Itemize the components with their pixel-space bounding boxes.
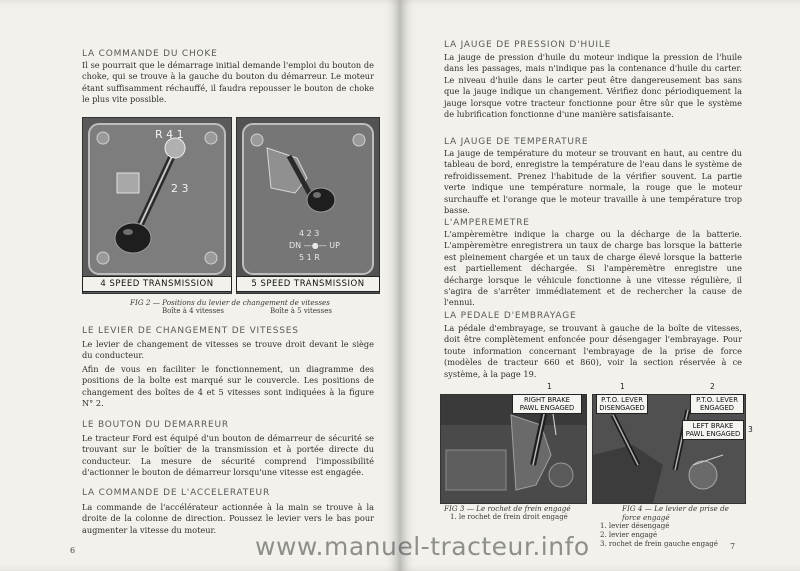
svg-text:4 2 3: 4 2 3 — [299, 229, 320, 238]
svg-text:2 3: 2 3 — [171, 182, 189, 195]
gear-cover-4-speed-image — [83, 118, 231, 293]
paragraph-bouton: Le tracteur Ford est équipé d'un bouton de démarreur de sécurité se trouvant sur le boîtier de la transmission et à portée directe du conducteur. La mesure de sécurité comprend l'impossibilité d'actionner le bouton de démarreur lorsqu'une vitesse est engagée. — [82, 433, 374, 478]
photo-4-speed-transmission — [82, 117, 232, 294]
watermark-url: www.manuel-tracteur.info — [255, 532, 590, 561]
caption-fig2: FIG 2 — Positions du levier de changement de vitesses — [130, 298, 330, 307]
caption-fig4-item-2: 2. levier engagé — [600, 531, 658, 539]
caption-fig2-sub-5: Boîte à 5 vitesses — [270, 307, 332, 315]
paragraph-levier-1: Le levier de changement de vitesses se trouve droit devant le siège du conducteur. — [82, 339, 374, 361]
tag-pto-lever-engaged: P.T.O. LEVER ENGAGED — [690, 394, 744, 414]
paragraph-accel: La commande de l'accélérateur actionnée à la main se trouve à la droite de la colonne de direction. Poussez le levier vers le bas pour augmenter la vitesse du moteur. — [82, 502, 374, 535]
tag-right-brake-pawl: RIGHT BRAKE PAWL ENGAGED — [512, 394, 582, 414]
paragraph-amp: L'ampèremètre indique la charge ou la décharge de la batterie. L'ampèremètre enregistrera un taux de charge bas lorsque la batterie est pleinement chargée et un taux de charge élevé lorsque la batterie est partiellement déchargée. Si l'ampèremètre enregistre une décharge lorsque le véhicule fonctionne à une vitesse régulière, il s'agira de s'arrêter immédiatement et de rechercher la cause de l'ennui. — [444, 229, 742, 308]
section-title-bouton: LE BOUTON DU DEMARREUR — [82, 420, 229, 430]
svg-text:5 1 R: 5 1 R — [299, 253, 320, 262]
section-title-temp: LA JAUGE DE TEMPERATURE — [444, 137, 589, 147]
fig4-callout-3: 3 — [748, 425, 753, 434]
label-4-speed: 4 SPEED TRANSMISSION — [82, 276, 232, 292]
fig4-callout-2: 2 — [710, 382, 715, 391]
svg-text:DN —●— UP: DN —●— UP — [289, 241, 340, 250]
tag-pto-lever-disengaged: P.T.O. LEVER DISENGAGED — [596, 394, 648, 414]
tag-left-brake-pawl: LEFT BRAKE PAWL ENGAGED — [682, 420, 744, 440]
section-title-huile: LA JAUGE DE PRESSION D'HUILE — [444, 40, 612, 50]
paragraph-levier-2: Afin de vous en faciliter le fonctionnement, un diagramme des positions de la boîte est marqué sur le couvercle. Les positions de changement des boîtes de 4 et 5 vitesses sont indiquées à la figure N° 2. — [82, 364, 374, 409]
section-title-pedale: LA PEDALE D'EMBRAYAGE — [444, 311, 577, 321]
fig3-callout-1: 1 — [547, 382, 552, 391]
paragraph-pedale: La pédale d'embrayage, se trouvant à gauche de la boîte de vitesses, doit être complètement enfoncée pour désengager l'embrayage. Pour toute information concernant l'embrayage de la prise de force (modèles de tracteur 660 et 860), voir la section réservée à ce système, à la page 19. — [444, 323, 742, 379]
page-number-left: 6 — [70, 546, 76, 555]
fig4-callout-1: 1 — [620, 382, 625, 391]
caption-fig4-item-3: 3. rochet de frein gauche engagé — [600, 540, 718, 548]
paragraph-choke: Il se pourrait que le démarrage initial demande l'emploi du bouton de choke, qui se trouve à la gauche du bouton du démarreur. Le moteur étant suffisamment réchauffé, il faudra repousser le bouton de choke le plus vite possible. — [82, 60, 374, 105]
section-title-accel: LA COMMANDE DE L'ACCELERATEUR — [82, 488, 270, 498]
page-number-right: 7 — [730, 542, 736, 551]
label-5-speed: 5 SPEED TRANSMISSION — [236, 276, 380, 292]
right-page — [400, 0, 800, 571]
caption-fig3: FIG 3 — Le rochet de frein engagé — [444, 504, 571, 513]
caption-fig3-item-1: 1. le rochet de frein droit engagé — [450, 513, 568, 521]
photo-5-speed-transmission — [236, 117, 380, 294]
section-title-amp: L'AMPEREMETRE — [444, 218, 530, 228]
gear-cover-5-speed-image — [237, 118, 379, 293]
caption-fig2-sub-4: Boîte à 4 vitesses — [162, 307, 224, 315]
caption-fig4: FIG 4 — Le levier de prise de force engagé — [622, 504, 729, 522]
section-title-levier: LE LEVIER DE CHANGEMENT DE VITESSES — [82, 326, 299, 336]
paragraph-temp: La jauge de température du moteur se trouvant en haut, au centre du tableau de bord, enregistre la température de l'eau dans le système de refroidissement. Prenez l'habitude de la vérifier souvent. La partie verte indique une température normale, la rouge que le moteur surchauffe et l'orange que le moteur travaille à une température trop basse. — [444, 148, 742, 216]
svg-text:R 4 1: R 4 1 — [155, 128, 184, 141]
paragraph-huile: La jauge de pression d'huile du moteur indique la pression de l'huile dans les passages, mais n'indique pas la contenance d'huile du carter. Le niveau d'huile dans le carter peut être dangereusement bas sans que la jauge indique un changement. Vérifiez donc périodiquement la jauge lorsque votre tracteur fonctionne pour être sûr que le système de lubrification fonctionne d'une manière satisfaisante. — [444, 52, 742, 120]
caption-fig4-item-1: 1. levier désengagé — [600, 522, 670, 530]
section-title-choke: LA COMMANDE DU CHOKE — [82, 49, 218, 59]
